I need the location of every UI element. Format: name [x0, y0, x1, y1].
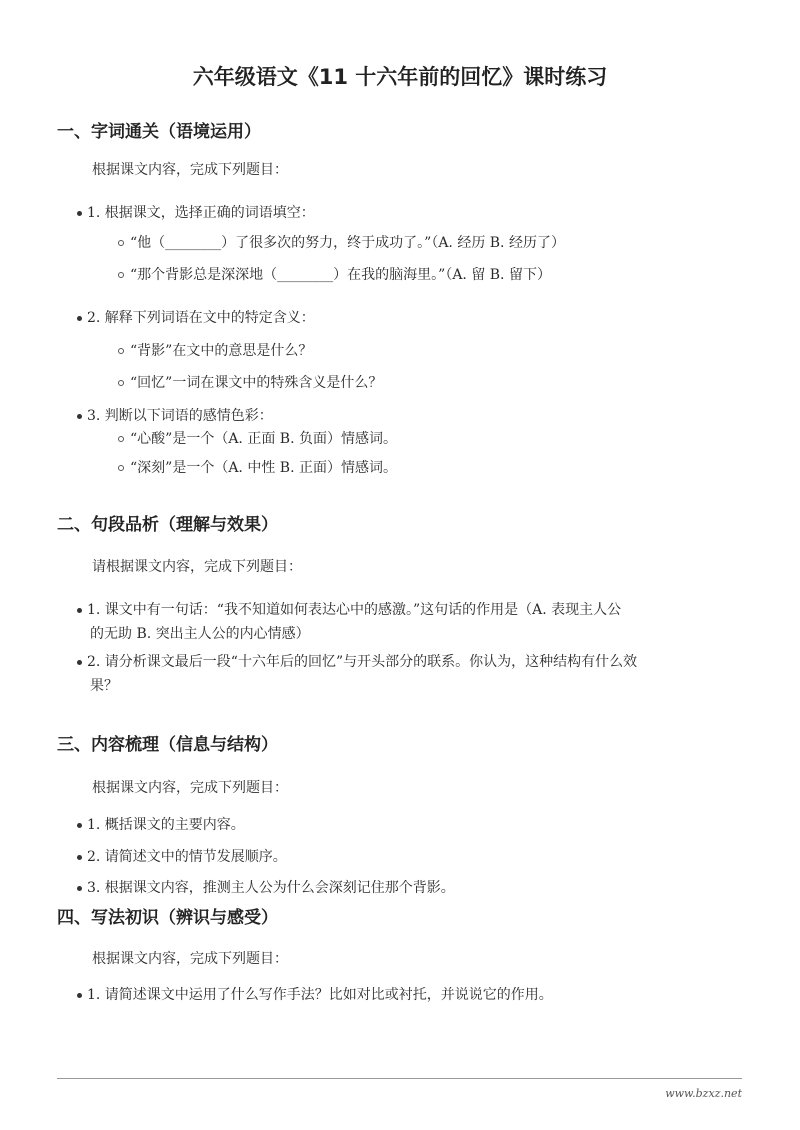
list-item: [77, 655, 637, 669]
sub-list-item: [118, 344, 312, 358]
list-item: [77, 311, 315, 325]
sub-list-item: [118, 376, 382, 390]
item-text: 3. 判断以下词语的感情色彩：: [87, 408, 273, 424]
item-text: “深刻”是一个（A. 中性 B. 正面）情感词。: [130, 460, 397, 476]
bullet-icon: [77, 316, 82, 321]
item-text: 1. 根据课文，选择正确的词语填空：: [87, 205, 315, 221]
list-item: [77, 206, 315, 220]
watermark: bzxz.net: [375, 1001, 746, 1090]
item-text-continued: 的无助 B. 突出主人公的内心情感）: [90, 626, 310, 642]
item-text: “那个背影总是深深地（________）在我的脑海里。”（A. 留 B. 留下）: [130, 267, 551, 283]
section-intro: 根据课文内容，完成下列题目：: [92, 780, 288, 796]
item-text: “回忆”一词在课文中的特殊含义是什么？: [130, 375, 383, 391]
bullet-icon: [77, 608, 82, 613]
list-item: [77, 881, 455, 895]
circle-bullet-icon: [118, 240, 124, 246]
circle-bullet-icon: [118, 272, 124, 278]
bullet-icon: [77, 660, 82, 665]
item-text-continued: 果？: [90, 678, 118, 694]
bullet-icon: [77, 211, 82, 216]
item-text: 2. 请分析课文最后一段“十六年后的回忆”与开头部分的联系。你认为，这种结构有什么效: [87, 654, 638, 670]
list-item: [77, 850, 287, 864]
page-title: 六年级语文《11 十六年前的回忆》课时练习: [192, 65, 608, 89]
section-heading-3: 三、内容梳理（信息与结构）: [57, 735, 278, 755]
bullet-icon: [77, 855, 82, 860]
item-text: “心酸”是一个（A. 正面 B. 负面）情感词。: [130, 431, 397, 447]
footer-divider: [57, 1078, 742, 1079]
item-text: 2. 请简述文中的情节发展顺序。: [87, 849, 287, 865]
bullet-icon: [77, 414, 82, 419]
section-heading-1: 一、字词通关（语境运用）: [57, 122, 261, 142]
bullet-icon: [77, 886, 82, 891]
bullet-icon: [77, 993, 82, 998]
item-text: 1. 概括课文的主要内容。: [87, 817, 245, 833]
circle-bullet-icon: [118, 380, 124, 386]
circle-bullet-icon: [118, 436, 124, 442]
list-item: [77, 603, 621, 617]
section-intro: 根据课文内容，完成下列题目：: [92, 162, 288, 178]
sub-list-item: [118, 236, 565, 250]
footer-url: www.bzxz.net: [665, 1087, 742, 1100]
bullet-icon: [77, 823, 82, 828]
sub-list-item: [118, 268, 551, 282]
list-item: [77, 988, 553, 1002]
list-item: [77, 409, 273, 423]
item-text: “他（________）了很多次的努力，终于成功了。”（A. 经历 B. 经历了）: [130, 235, 565, 251]
sub-list-item: [118, 461, 397, 475]
item-text: “背影”在文中的意思是什么？: [130, 343, 313, 359]
section-heading-4: 四、写法初识（辨识与感受）: [57, 908, 278, 928]
item-text: 3. 根据课文内容，推测主人公为什么会深刻记住那个背影。: [87, 880, 455, 896]
section-heading-2: 二、句段品析（理解与效果）: [57, 515, 278, 535]
section-intro: 根据课文内容，完成下列题目：: [92, 951, 288, 967]
section-intro: 请根据课文内容，完成下列题目：: [92, 559, 302, 575]
sub-list-item: [118, 432, 397, 446]
circle-bullet-icon: [118, 348, 124, 354]
circle-bullet-icon: [118, 465, 124, 471]
item-text: 2. 解释下列词语在文中的特定含义：: [87, 310, 315, 326]
list-item: [77, 818, 245, 832]
item-text: 1. 请简述课文中运用了什么写作手法？比如对比或衬托，并说说它的作用。: [87, 987, 553, 1003]
item-text: 1. 课文中有一句话：“我不知道如何表达心中的感激。”这句话的作用是（A. 表现主人公: [87, 602, 622, 618]
